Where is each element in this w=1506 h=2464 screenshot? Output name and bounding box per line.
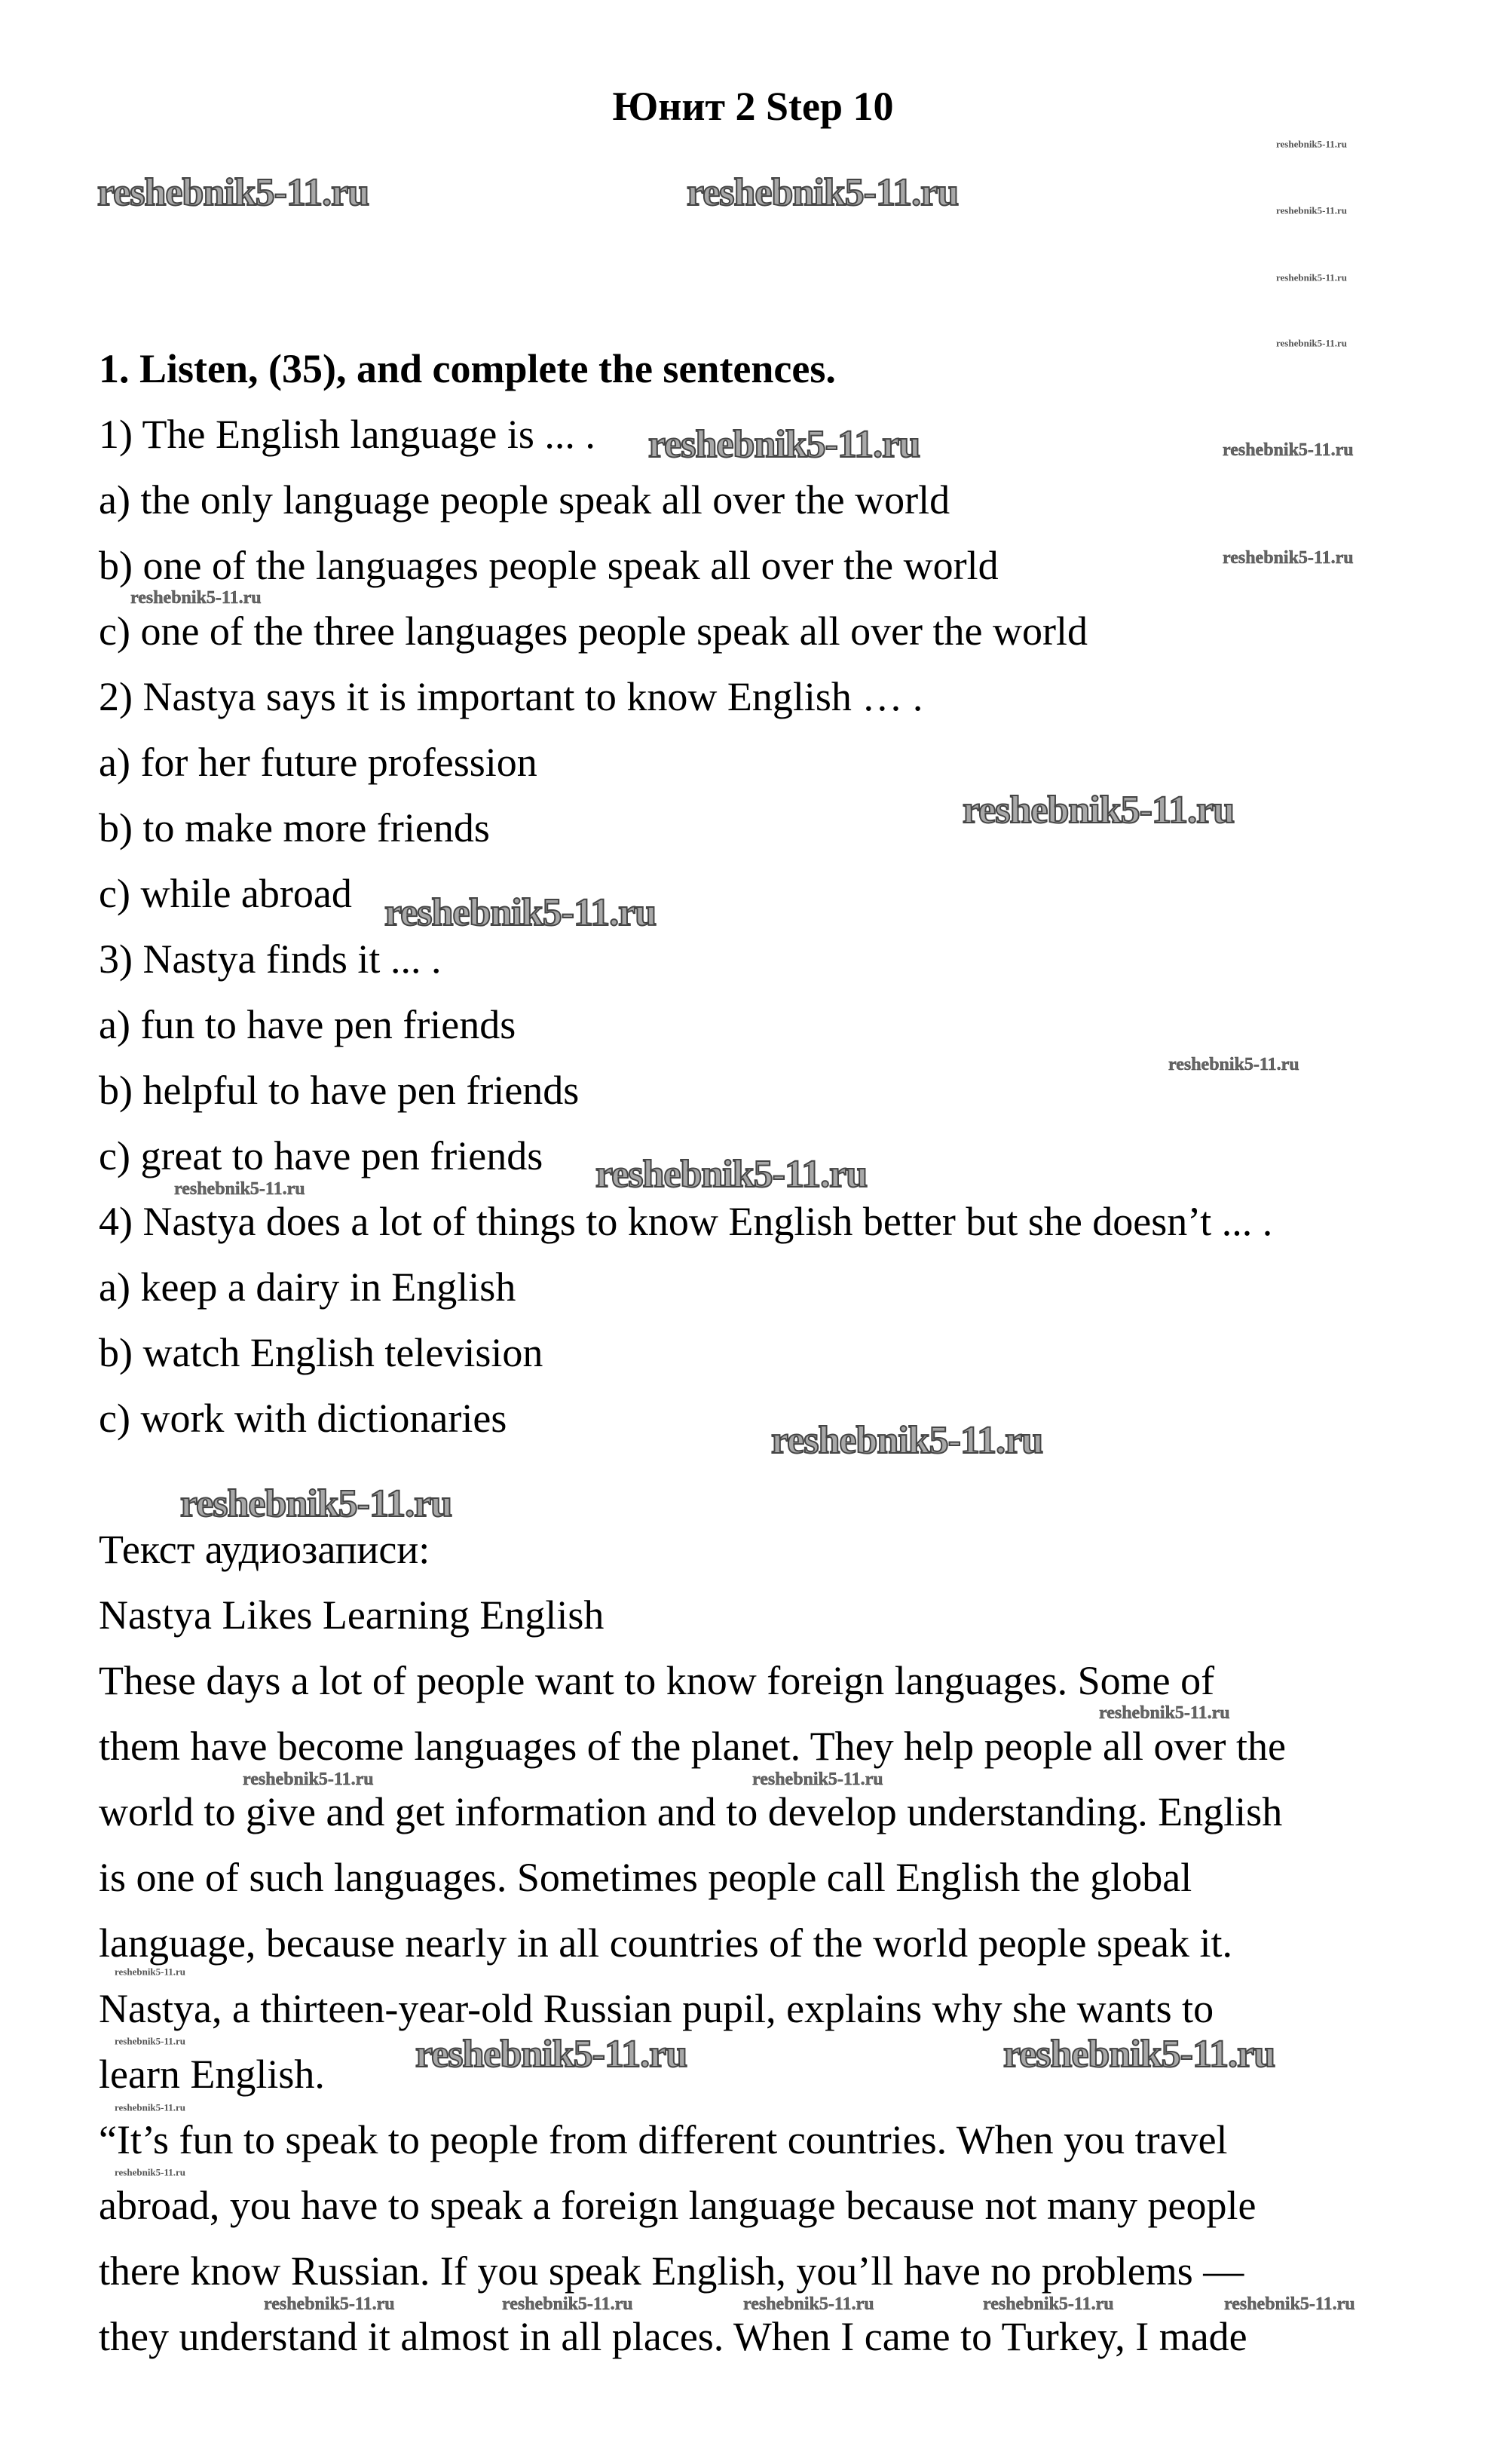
watermark: reshebnik5-11.ru (1223, 440, 1354, 460)
watermark: reshebnik5-11.ru (752, 1770, 883, 1789)
exercise-line-row (99, 992, 1440, 1058)
watermark: reshebnik5-11.ru (1224, 2294, 1355, 2314)
transcript-line-row (99, 1976, 1440, 2042)
transcript-line: abroad, you have to speak a foreign language because not many people (99, 2183, 1257, 2228)
watermark: reshebnik5-11.ru (743, 2294, 874, 2314)
page-title-row (0, 74, 1506, 139)
exercise-line-row (99, 927, 1440, 992)
exercise-heading-row (99, 336, 1440, 402)
watermark: reshebnik5-11.ru (174, 1179, 305, 1199)
watermark: reshebnik5-11.ru (415, 2033, 687, 2076)
transcript-line-row (99, 1911, 1440, 1976)
transcript-line: is one of such languages. Sometimes people call English the global (99, 1855, 1192, 1900)
exercise-line: c) one of the three languages people speak all over the world (99, 608, 1088, 654)
exercise-line-row (99, 1386, 1440, 1451)
exercise-line-row (99, 730, 1440, 795)
watermark: reshebnik5-11.ru (1223, 548, 1354, 568)
watermark: reshebnik5-11.ru (1276, 204, 1348, 216)
watermark: reshebnik5-11.ru (1168, 1055, 1299, 1074)
exercise-line-row (99, 795, 1440, 861)
exercise-line-row (99, 1255, 1440, 1320)
watermark: reshebnik5-11.ru (130, 588, 262, 608)
exercise-line: 4) Nastya does a lot of things to know English better but she doesn’t ... . (99, 1199, 1273, 1244)
exercise-line: b) helpful to have pen friends (99, 1068, 580, 1113)
exercise-line: 1) The English language is ... . (99, 412, 595, 457)
watermark: reshebnik5-11.ru (687, 171, 959, 214)
exercise (99, 336, 1440, 1451)
watermark: reshebnik5-11.ru (180, 1482, 452, 1525)
watermark: reshebnik5-11.ru (1099, 1703, 1230, 1723)
transcript-line: them have become languages of the planet. They help people all over the (99, 1724, 1286, 1769)
transcript-line: they understand it almost in all places. When I came to Turkey, I made (99, 2314, 1247, 2359)
exercise-line-row (99, 1320, 1440, 1386)
transcript-line-row (99, 1779, 1440, 1845)
transcript-line-row (99, 2173, 1440, 2239)
watermark: reshebnik5-11.ru (1276, 337, 1348, 349)
transcript-line: These days a lot of people want to know foreign languages. Some of (99, 1658, 1215, 1703)
transcript-line: world to give and get information and to develop understanding. English (99, 1789, 1283, 1834)
exercise-line-row (99, 861, 1440, 927)
exercise-line: b) to make more friends (99, 805, 490, 850)
transcript-label-row (99, 1517, 1440, 1583)
transcript-line: language, because nearly in all countries of the world people speak it. (99, 1920, 1232, 1966)
transcript-line: learn English. (99, 2052, 325, 2097)
exercise-line: 2) Nastya says it is important to know English … . (99, 674, 923, 719)
exercise-line: 3) Nastya finds it ... . (99, 936, 442, 982)
exercise-line: a) fun to have pen friends (99, 1002, 516, 1047)
watermark: reshebnik5-11.ru (115, 2101, 186, 2113)
exercise-line: a) the only language people speak all over the world (99, 477, 950, 523)
exercise-line: c) while abroad (99, 871, 352, 916)
watermark: reshebnik5-11.ru (1276, 271, 1348, 283)
exercise-line: c) great to have pen friends (99, 1133, 543, 1178)
transcript-line-row (99, 2107, 1440, 2173)
watermark: reshebnik5-11.ru (115, 1966, 186, 1978)
watermark: reshebnik5-11.ru (115, 2035, 186, 2047)
transcript-title-row (99, 1583, 1440, 1648)
exercise-line: a) keep a dairy in English (99, 1264, 516, 1310)
watermark: reshebnik5-11.ru (1276, 138, 1348, 150)
watermark: reshebnik5-11.ru (771, 1419, 1043, 1462)
watermark: reshebnik5-11.ru (384, 891, 657, 934)
transcript-line: there know Russian. If you speak English, you’ll have no problems — (99, 2248, 1244, 2294)
transcript-line-row (99, 1648, 1440, 1714)
exercise-line: b) watch English television (99, 1330, 543, 1375)
transcript-line: Nastya, a thirteen-year-old Russian pupil, explains why she wants to (99, 1986, 1214, 2031)
transcript-label: Текст аудиозаписи: (99, 1527, 430, 1572)
watermark: reshebnik5-11.ru (264, 2294, 395, 2314)
exercise-line: b) one of the languages people speak all over the world (99, 543, 999, 588)
watermark: reshebnik5-11.ru (983, 2294, 1114, 2314)
transcript-line-row (99, 2304, 1440, 2370)
watermark: reshebnik5-11.ru (595, 1153, 868, 1196)
transcript (99, 1517, 1440, 2370)
exercise-line: c) work with dictionaries (99, 1396, 507, 1441)
watermark: reshebnik5-11.ru (115, 2166, 186, 2178)
watermark: reshebnik5-11.ru (1003, 2033, 1275, 2076)
watermark: reshebnik5-11.ru (963, 789, 1235, 832)
transcript-line-row (99, 1845, 1440, 1911)
transcript-line: “It’s fun to speak to people from different countries. When you travel (99, 2117, 1228, 2162)
page-title: Юнит 2 Step 10 (612, 84, 894, 129)
exercise-line: a) for her future profession (99, 740, 537, 785)
watermark: reshebnik5-11.ru (502, 2294, 633, 2314)
watermark: reshebnik5-11.ru (243, 1770, 374, 1789)
watermark: reshebnik5-11.ru (648, 423, 920, 466)
exercise-line-row (99, 467, 1440, 533)
exercise-heading: 1. Listen, (35), and complete the sentences. (99, 346, 836, 391)
watermark: reshebnik5-11.ru (97, 171, 369, 214)
exercise-line-row (99, 1189, 1440, 1255)
exercise-line-row (99, 664, 1440, 730)
transcript-title: Nastya Likes Learning English (99, 1592, 605, 1638)
exercise-line-row (99, 599, 1440, 664)
